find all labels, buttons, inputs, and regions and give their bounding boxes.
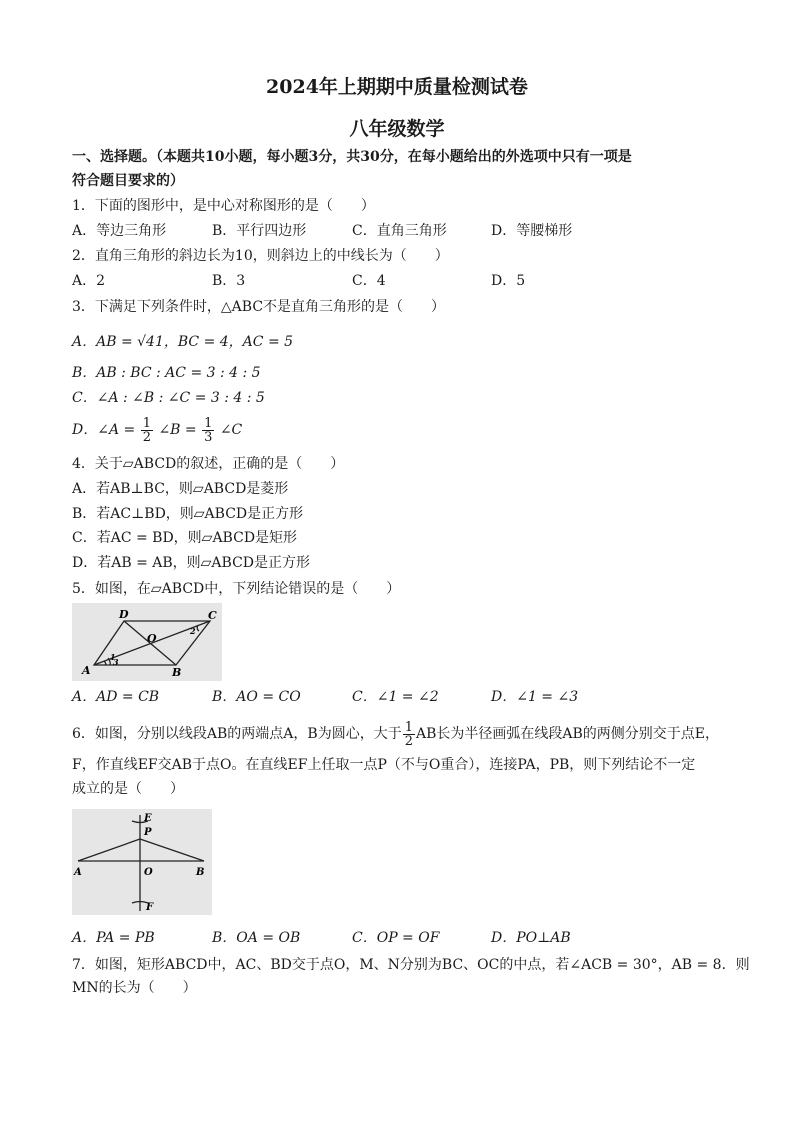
label-a: A	[74, 867, 82, 878]
question-1-stem: 1．下面的图形中，是中心对称图形的是（ ）	[72, 198, 375, 214]
q2-option-a: A．2	[72, 273, 106, 289]
fraction-numerator: 1	[404, 719, 413, 735]
q5-option-a: A．AD = CB	[72, 689, 160, 705]
q3-option-a: A．AB = √41，BC = 4，AC = 5	[72, 334, 294, 350]
fraction-half	[141, 417, 153, 444]
question-6-line3: 成立的是（ ）	[72, 781, 184, 797]
q4-option-d: D．若AB = AB，则▱ABCD是正方形	[72, 555, 311, 571]
q4-option-c: C．若AC = BD，则▱ABCD是矩形	[72, 530, 298, 546]
question-6-line2: F，作直线EF交AB于点O。在直线EF上任取一点P（不与O重合），连接PA，PB，则下列结论不一定	[72, 757, 696, 773]
label-p: P	[144, 827, 152, 838]
q1-option-a: A．等边三角形	[72, 223, 167, 239]
label-angle-3: 3	[113, 657, 119, 667]
question-7-line2: MN的长为（ ）	[72, 980, 197, 996]
fraction-numerator: 1	[204, 415, 213, 431]
fraction-denominator: 2	[404, 733, 413, 749]
q1-option-d: D．等腰梯形	[491, 223, 573, 239]
q1-option-c: C．直角三角形	[352, 223, 447, 239]
label-e: E	[144, 813, 152, 824]
label-a: A	[82, 664, 91, 677]
fraction-numerator: 1	[142, 415, 151, 431]
fraction-denominator: 2	[142, 429, 151, 445]
q5-option-b: B．AO = CO	[212, 689, 301, 705]
q2-option-b: B．3	[212, 273, 246, 289]
segment-pb	[140, 839, 204, 861]
q4-option-a: A．若AB⊥BC，则▱ABCD是菱形	[72, 481, 289, 497]
q3-d-prefix: D．∠A =	[72, 422, 136, 438]
segment-pa	[78, 839, 140, 861]
q5-option-c: C．∠1 = ∠2	[352, 689, 439, 705]
fraction-half	[403, 721, 415, 748]
parallelogram-diagram	[72, 603, 222, 681]
q3-option-c: C．∠A : ∠B : ∠C = 3 : 4 : 5	[72, 390, 265, 406]
q3-option-d	[72, 412, 242, 448]
label-o: O	[147, 632, 157, 645]
label-d: D	[119, 608, 129, 621]
section-heading-cont: 符合题目要求的）	[72, 173, 184, 189]
q6-option-a: A．PA = PB	[72, 930, 155, 946]
q6-option-b: B．OA = OB	[212, 930, 301, 946]
exam-subtitle: 八年级数学	[349, 118, 445, 140]
label-c: C	[208, 609, 217, 622]
label-o: O	[144, 867, 153, 878]
q3-d-suffix: ∠C	[219, 422, 243, 438]
q6-stem-part2: AB长为半径画弧在线段AB的两侧分别交于点E，	[415, 726, 719, 742]
label-angle-2: 2	[190, 626, 196, 636]
parallelogram-figure	[72, 603, 222, 681]
question-2-stem: 2．直角三角形的斜边长为10，则斜边上的中线长为（ ）	[72, 248, 449, 264]
q6-stem-part1: 6．如图，分别以线段AB的两端点A，B为圆心，大于	[72, 726, 402, 742]
label-f: F	[146, 902, 154, 913]
q3-option-b: B．AB : BC : AC = 3 : 4 : 5	[72, 365, 261, 381]
q1-option-b: B．平行四边形	[212, 223, 307, 239]
question-3-stem: 3．下满足下列条件时，△ABC不是直角三角形的是（ ）	[72, 299, 446, 315]
label-b: B	[172, 666, 182, 679]
question-4-stem: 4．关于▱ABCD的叙述，正确的是（ ）	[72, 456, 345, 472]
q2-option-c: C．4	[352, 273, 386, 289]
fraction-denominator: 3	[204, 429, 213, 445]
label-b: B	[196, 867, 205, 878]
question-7-line1: 7．如图，矩形ABCD中，AC、BD交于点O，M、N分别为BC、OC的中点，若∠ACB = 30°，AB = 8．则	[72, 957, 750, 973]
q6-option-d: D．PO⊥AB	[491, 930, 571, 946]
q3-d-mid: ∠B =	[158, 422, 197, 438]
section-heading: 一、选择题。（本题共10小题，每小题3分，共30分，在每小题给出的外选项中只有一项是	[72, 149, 632, 165]
question-5-stem: 5．如图，在▱ABCD中，下列结论错误的是（ ）	[72, 581, 401, 597]
question-6-stem	[72, 716, 719, 752]
exam-title: 2024年上期期中质量检测试卷	[266, 76, 528, 98]
q6-option-c: C．OP = OF	[352, 930, 440, 946]
q2-option-d: D．5	[491, 273, 526, 289]
label-angle-1: 1	[110, 652, 116, 662]
perpendicular-bisector-diagram	[72, 809, 212, 915]
q5-option-d: D．∠1 = ∠3	[491, 689, 579, 705]
fraction-third	[202, 417, 214, 444]
perpendicular-bisector-figure	[72, 809, 212, 915]
q4-option-b: B．若AC⊥BD，则▱ABCD是正方形	[72, 506, 304, 522]
